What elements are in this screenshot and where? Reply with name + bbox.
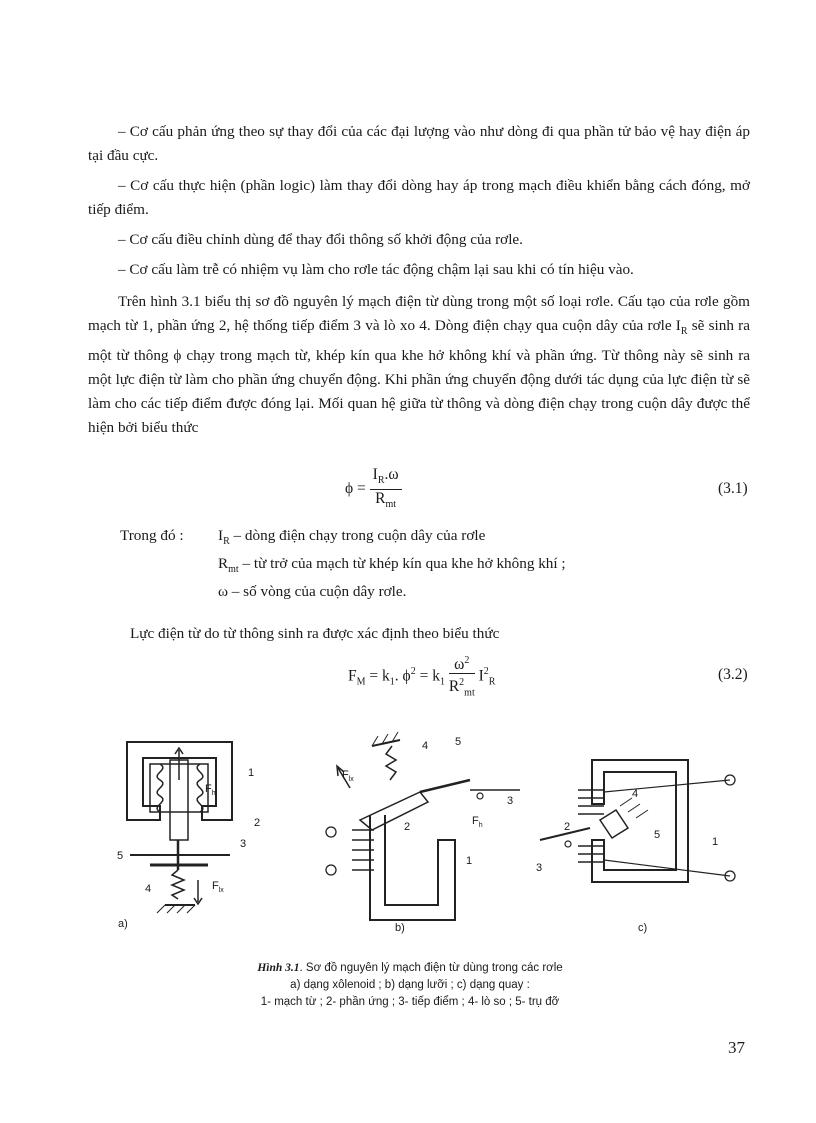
eq1-lhs: ϕ = — [345, 480, 366, 498]
main-text-2: sẽ sinh ra một từ thông ϕ chạy trong mạch từ, khép kín qua khe hở không khí và phần ứng. Từ thông này sẽ sinh ra một lực điện từ làm cho phần ứng chuyển động. Khi phần ứng chuyển động dưới tác dụng của lực điện từ sẽ làm cho các tiếp điểm được đóng lại. Mối quan hệ giữa từ thông và dòng điện chạy trong cuộn dây được thể hiện bởi biểu thức — [88, 317, 750, 437]
main-sub: R — [680, 326, 688, 338]
eq2-number: (3.2) — [718, 666, 748, 683]
bullet-adjust: – Cơ cấu điều chỉnh dùng để thay đổi thông số khởi động của rơle. — [118, 231, 523, 248]
caption-line-1: Hình 3.1. Sơ đồ nguyên lý mạch điện từ dùng trong các rơle — [257, 962, 563, 974]
fig-b-label-5: 5 — [455, 736, 462, 748]
fig-c-label-1: 1 — [712, 836, 719, 848]
eq1-number: (3.1) — [718, 480, 748, 497]
def-omega: ω – số vòng của cuộn dây rơle. — [218, 583, 407, 600]
main-text-1: Trên hình 3.1 biểu thị sơ đồ nguyên lý mạch điện từ dùng trong một số loại rơle. Cấu tạo của rơle gồm mạch từ 1, phần ứng 2, hệ thống tiếp điểm 3 và lò xo 4. Dòng điện chạy qua cuộn dây của rơle I — [88, 293, 750, 334]
fig-c-label-4: 4 — [632, 788, 639, 800]
figure-caption — [210, 960, 610, 1011]
fig-b-label-1: 1 — [466, 855, 473, 867]
fig-c-label-3: 3 — [536, 862, 543, 874]
fig-b-label-3: 3 — [507, 795, 514, 807]
fig-a-caption: a) — [118, 918, 128, 930]
eq2-fraction: $\frac{\omega^2}{R^2_{mt}}$ — [449, 652, 475, 701]
caption-line-3: 1- mạch từ ; 2- phần ứng ; 3- tiếp điểm ; 4- lò so ; 5- trụ đỡ — [260, 996, 560, 1008]
bullet-response: – Cơ cấu phản ứng theo sự thay đổi của các đại lượng vào như dòng đi qua phần tử bảo vệ hay điện áp tại đầu cực. — [88, 123, 750, 164]
page-number: 37 — [728, 1038, 745, 1057]
bullet-delay: – Cơ cấu làm trễ có nhiệm vụ làm cho rơle tác động chậm lại sau khi có tín hiệu vào. — [118, 261, 634, 278]
figure-3-1 — [0, 720, 816, 950]
def-ir: $I_R$ – dòng điện chạy trong cuộn dây của rơle — [218, 527, 486, 548]
fig-c-label-2: 2 — [564, 821, 571, 833]
fig-a-label-3: 3 — [240, 838, 247, 850]
where-label: Trong đó : — [120, 527, 184, 544]
fig-b-label-2: 2 — [404, 821, 411, 833]
fig-a-label-1: 1 — [248, 767, 255, 779]
equation-3-1 — [345, 466, 402, 513]
fig-b-fh: $F_h$ — [472, 815, 483, 830]
fig-a-fh: $F_h$ — [205, 783, 216, 798]
fig-c-label-5: 5 — [654, 829, 661, 841]
fig-a-label-4: 4 — [145, 883, 152, 895]
bullet-execution: – Cơ cấu thực hiện (phần logic) làm thay đổi dòng hay áp trong mạch điều khiển bằng cách đóng, mở tiếp điểm. — [88, 177, 750, 218]
fig-b-label-4: 4 — [422, 740, 429, 752]
fig-b-flx: $F_{lx}$ — [342, 769, 354, 784]
def-rmt: $R_{mt}$ – từ trở của mạch từ khép kín qua khe hở không khí ; — [218, 555, 566, 576]
main-paragraph — [88, 290, 750, 440]
fig-a-flx: $F_{lx}$ — [212, 880, 224, 895]
caption-line-2: a) dạng xôlenoid ; b) dạng lưỡi ; c) dạng quay : — [290, 979, 530, 991]
equation-3-2: $F_M = k_1$. $\phi^2 = k_1$ $\frac{\omega^2}{R^2_{mt}}$ $I^2_R$ — [348, 652, 495, 701]
fig-b-caption: b) — [395, 922, 405, 934]
eq1-fraction: $\frac{I_R.\omega}{R_{mt}}$ — [370, 466, 402, 513]
fig-a-label-2: 2 — [254, 817, 261, 829]
fig-a-label-5: 5 — [117, 850, 124, 862]
force-intro: Lực điện từ do từ thông sinh ra được xác định theo biểu thức — [130, 625, 500, 642]
fig-c-caption: c) — [638, 922, 648, 934]
figure-b-clapper — [326, 732, 520, 920]
